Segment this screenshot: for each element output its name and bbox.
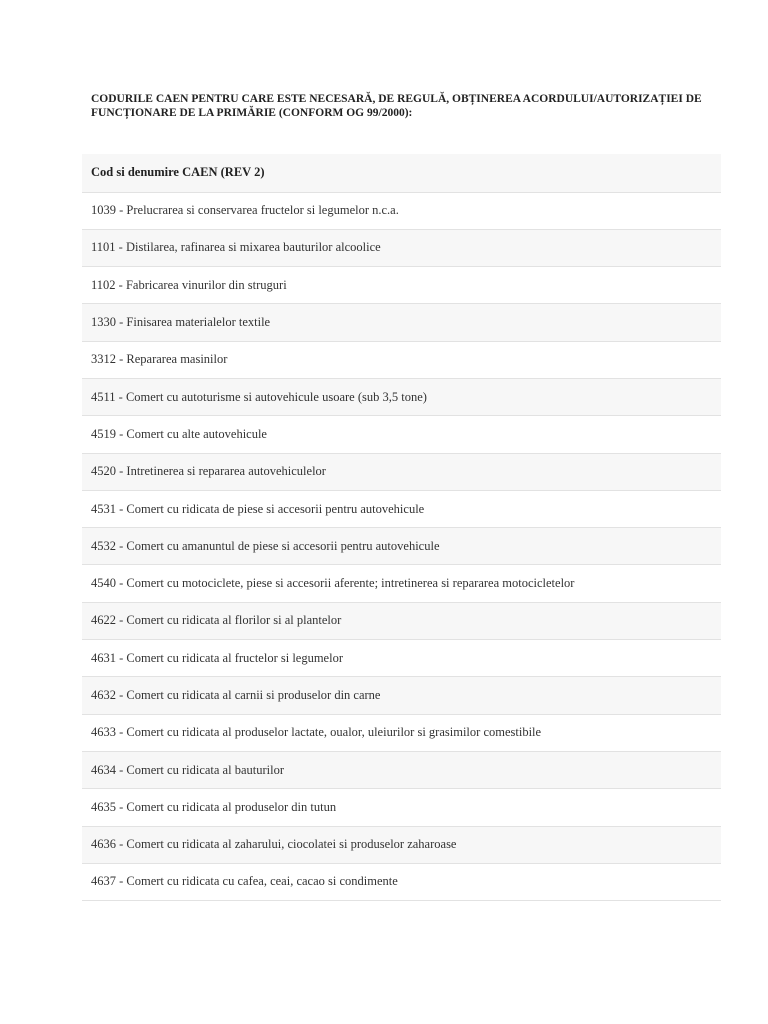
table-cell: 4519 - Comert cu alte autovehicule	[82, 416, 721, 453]
table-cell: 1102 - Fabricarea vinurilor din struguri	[82, 267, 721, 304]
table-row	[82, 490, 721, 527]
table-cell: 4636 - Comert cu ridicata al zaharului, ciocolatei si produselor zaharoase	[82, 826, 721, 863]
table-cell: 1330 - Finisarea materialelor textile	[82, 304, 721, 341]
table-row	[82, 453, 721, 490]
table-cell: 4531 - Comert cu ridicata de piese si accesorii pentru autovehicule	[82, 490, 721, 527]
table-cell: 4633 - Comert cu ridicata al produselor lactate, oualor, uleiurilor si grasimilor comestibile	[82, 714, 721, 751]
table-cell: 1101 - Distilarea, rafinarea si mixarea bauturilor alcoolice	[82, 229, 721, 266]
table-row	[82, 565, 721, 602]
table-cell: 4622 - Comert cu ridicata al florilor si al plantelor	[82, 602, 721, 639]
table-cell: 4520 - Intretinerea si repararea autovehiculelor	[82, 453, 721, 490]
table-row	[82, 192, 721, 229]
table-cell: 4631 - Comert cu ridicata al fructelor si legumelor	[82, 640, 721, 677]
table-cell: 4540 - Comert cu motociclete, piese si accesorii aferente; intretinerea si repararea motocicletelor	[82, 565, 721, 602]
table-cell: 4632 - Comert cu ridicata al carnii si produselor din carne	[82, 677, 721, 714]
table-row	[82, 229, 721, 266]
table-cell: 4637 - Comert cu ridicata cu cafea, ceai, cacao si condimente	[82, 863, 721, 900]
table-row	[82, 378, 721, 415]
table-cell: 3312 - Repararea masinilor	[82, 341, 721, 378]
table-cell: 1039 - Prelucrarea si conservarea fructelor si legumelor n.c.a.	[82, 192, 721, 229]
document-title: CODURILE CAEN PENTRU CARE ESTE NECESARĂ, DE REGULĂ, OBȚINEREA ACORDULUI/AUTORIZAȚIEI DE FUNCȚIONARE DE LA PRIMĂRIE (CONFORM OG 99/2000):	[91, 93, 702, 119]
table-row	[82, 677, 721, 714]
table-cell: 4532 - Comert cu amanuntul de piese si accesorii pentru autovehicule	[82, 528, 721, 565]
table-row	[82, 267, 721, 304]
caen-codes-table	[82, 154, 721, 901]
table-cell: 4634 - Comert cu ridicata al bauturilor	[82, 751, 721, 788]
table-header-row	[82, 154, 721, 192]
table-row	[82, 416, 721, 453]
table-row	[82, 602, 721, 639]
table-row	[82, 528, 721, 565]
table-row	[82, 863, 721, 900]
table-row	[82, 751, 721, 788]
table-row	[82, 341, 721, 378]
table-row	[82, 714, 721, 751]
table-cell: 4635 - Comert cu ridicata al produselor din tutun	[82, 789, 721, 826]
table-row	[82, 640, 721, 677]
column-header-caen: Cod si denumire CAEN (REV 2)	[82, 154, 721, 192]
table-row	[82, 826, 721, 863]
table-cell: 4511 - Comert cu autoturisme si autovehicule usoare (sub 3,5 tone)	[82, 378, 721, 415]
table-row	[82, 304, 721, 341]
table-row	[82, 789, 721, 826]
